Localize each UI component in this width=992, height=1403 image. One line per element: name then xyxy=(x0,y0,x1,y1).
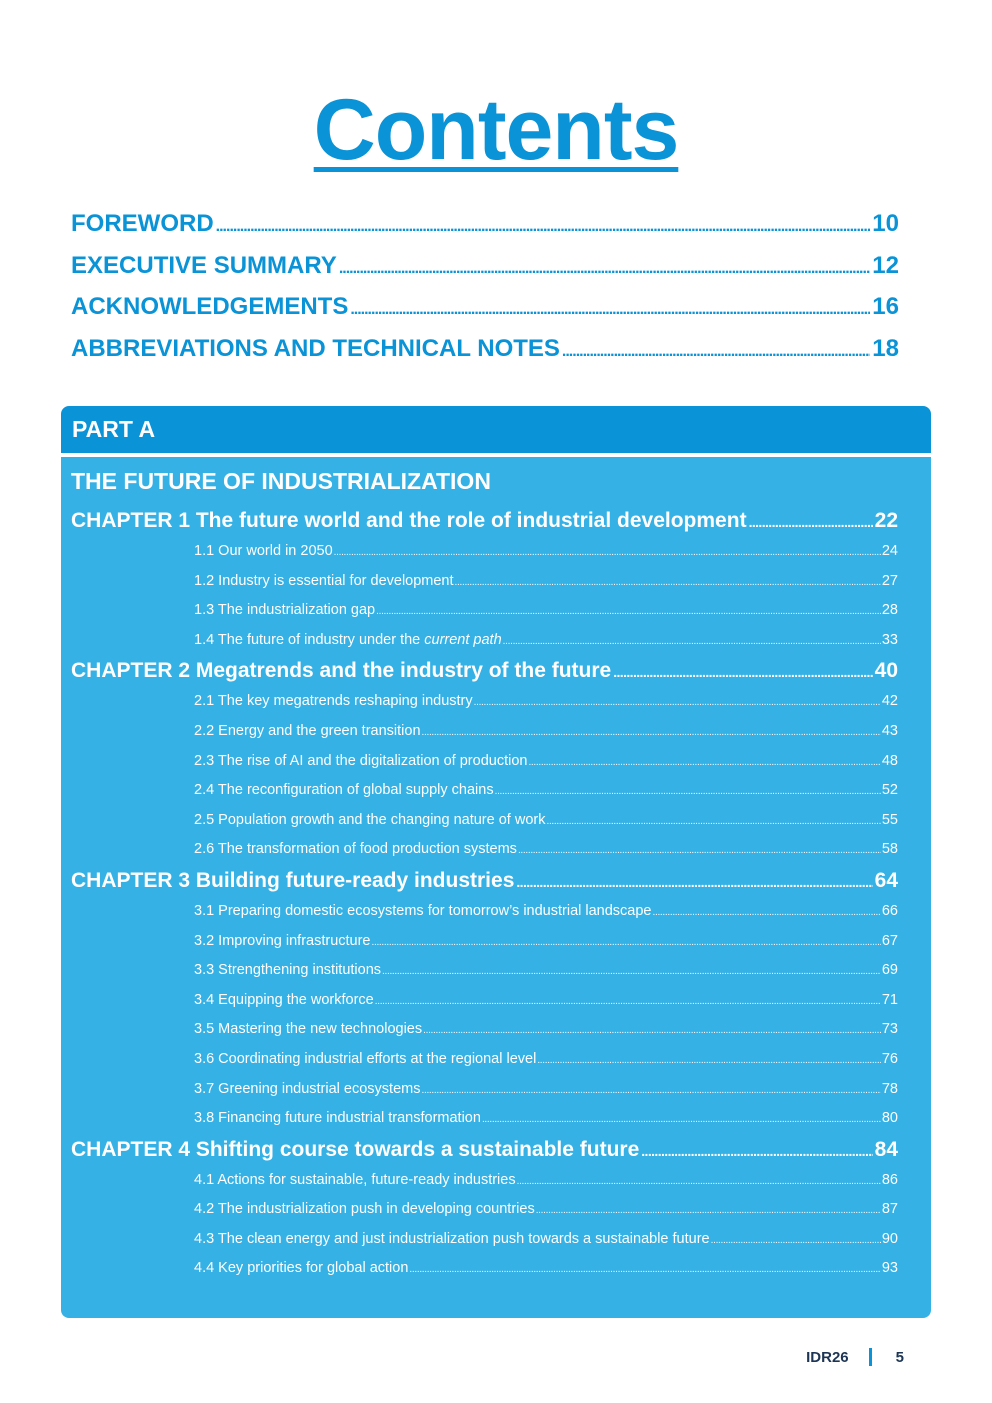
section-entry[interactable] xyxy=(194,1045,898,1075)
section-page: 86 xyxy=(881,1171,898,1188)
chapter-entry[interactable] xyxy=(71,655,898,687)
section-title: 3.4 Equipping the workforce xyxy=(194,991,374,1008)
dot-leader xyxy=(537,1046,881,1076)
toc-entry-page: 12 xyxy=(872,251,899,279)
section-page: 24 xyxy=(881,543,898,559)
section-title: 3.1 Preparing domestic ecosystems for tomorrow’s industrial landscape xyxy=(194,902,652,919)
section-entry[interactable] xyxy=(194,835,898,865)
dot-leader xyxy=(518,836,881,866)
section-entry[interactable] xyxy=(194,626,898,656)
section-entry[interactable] xyxy=(194,776,898,806)
dot-leader xyxy=(455,568,881,598)
section-title: 4.3 The clean energy and just industrialization push towards a sustainable future xyxy=(194,1230,710,1247)
section-title: 3.7 Greening industrial ecosystems xyxy=(194,1080,421,1097)
chapter-page: 64 xyxy=(874,868,898,892)
toc-entry-label: FOREWORD xyxy=(71,210,214,237)
toc-entry-executive-summary[interactable] xyxy=(71,252,899,294)
dot-leader xyxy=(421,1076,880,1106)
section-title: 4.2 The industrialization push in developing countries xyxy=(194,1201,535,1218)
section-title: 1.1 Our world in 2050 xyxy=(194,543,333,559)
dot-leader xyxy=(375,987,881,1017)
section-title: 1.3 The industrialization gap xyxy=(194,602,376,619)
section-page: 48 xyxy=(881,752,898,769)
section-entry[interactable] xyxy=(194,1015,898,1045)
chapter-title: CHAPTER 4 Shifting course towards a sustainable future xyxy=(71,1137,640,1161)
section-page: 27 xyxy=(881,572,898,589)
chapter-page: 22 xyxy=(874,509,898,532)
dot-leader xyxy=(516,866,872,898)
dot-leader xyxy=(376,597,881,627)
section-title: 2.1 The key megatrends reshaping industry xyxy=(194,693,473,710)
chapter-title: CHAPTER 3 Building future-ready industries xyxy=(71,868,515,892)
chapter-entry[interactable] xyxy=(71,1134,898,1166)
chapter-title: CHAPTER 1 The future world and the role of industrial development xyxy=(71,509,747,532)
section-title: 4.4 Key priorities for global action xyxy=(194,1260,409,1277)
dot-leader xyxy=(546,807,880,837)
section-entry[interactable] xyxy=(194,986,898,1016)
chapter-entry[interactable] xyxy=(71,865,898,897)
toc-entry-page: 18 xyxy=(872,334,899,362)
dot-leader xyxy=(409,1255,880,1285)
dot-leader xyxy=(495,777,881,807)
chapter-list xyxy=(71,505,898,1284)
chapter-page: 84 xyxy=(874,1137,898,1161)
section-title: 3.3 Strengthening institutions xyxy=(194,962,382,979)
section-entry[interactable] xyxy=(194,806,898,836)
toc-entry-foreword[interactable] xyxy=(71,210,899,252)
dot-leader xyxy=(372,928,881,958)
page-title: Contents xyxy=(313,82,679,178)
section-title-main: 1.4 The future of industry under the xyxy=(194,631,425,648)
section-page: 71 xyxy=(881,991,898,1008)
dot-leader xyxy=(482,1105,881,1135)
section-page: 76 xyxy=(881,1050,898,1067)
section-page: 58 xyxy=(881,841,898,858)
dot-leader xyxy=(653,898,881,928)
section-entry[interactable] xyxy=(194,1104,898,1134)
chapter-page: 40 xyxy=(874,659,898,683)
section-entry[interactable] xyxy=(194,687,898,717)
footer-divider xyxy=(869,1348,872,1366)
toc-entry-page: 10 xyxy=(872,210,899,237)
section-entry[interactable] xyxy=(194,596,898,626)
section-page: 73 xyxy=(881,1021,898,1038)
part-header: PART A xyxy=(61,406,931,453)
section-title: 3.5 Mastering the new technologies xyxy=(194,1021,423,1038)
section-page: 93 xyxy=(881,1260,898,1277)
toc-entry-page: 16 xyxy=(872,293,899,320)
section-page: 67 xyxy=(881,932,898,949)
section-page: 90 xyxy=(881,1230,898,1247)
dot-leader xyxy=(641,1135,872,1167)
section-entry[interactable] xyxy=(194,956,898,986)
report-code: IDR26 xyxy=(806,1348,849,1366)
section-page: 28 xyxy=(881,602,898,619)
section-title: 3.2 Improving infrastructure xyxy=(194,932,371,949)
section-page: 55 xyxy=(881,811,898,828)
section-entry[interactable] xyxy=(194,567,898,597)
dot-leader xyxy=(562,343,870,361)
chapter-entry[interactable] xyxy=(71,505,898,537)
section-title: 3.8 Financing future industrial transformation xyxy=(194,1110,481,1127)
section-page: 33 xyxy=(881,631,898,648)
section-page: 69 xyxy=(881,962,898,979)
section-entry[interactable] xyxy=(194,927,898,957)
section-title: 1.2 Industry is essential for development xyxy=(194,572,454,589)
section-title: 2.2 Energy and the green transition xyxy=(194,722,421,739)
section-entry[interactable] xyxy=(194,1225,898,1255)
section-title-italic: current path xyxy=(424,631,502,648)
section-page: 87 xyxy=(881,1201,898,1218)
dot-leader xyxy=(528,748,880,778)
front-matter-list xyxy=(71,210,899,376)
section-title: 2.4 The reconfiguration of global supply chains xyxy=(194,782,494,799)
section-title xyxy=(194,626,502,656)
section-page: 80 xyxy=(881,1110,898,1127)
toc-entry-label: ACKNOWLEDGEMENTS xyxy=(71,293,349,320)
dot-leader xyxy=(474,688,881,718)
section-page: 78 xyxy=(881,1080,898,1097)
section-entry[interactable] xyxy=(194,1254,898,1284)
section-page: 42 xyxy=(881,693,898,710)
section-entry[interactable] xyxy=(194,1166,898,1196)
section-entry[interactable] xyxy=(194,1195,898,1225)
section-page: 52 xyxy=(881,782,898,799)
page-footer xyxy=(806,1348,904,1366)
dot-leader xyxy=(216,218,871,236)
section-entry[interactable] xyxy=(194,747,898,777)
toc-entry-acknowledgements[interactable] xyxy=(71,293,899,335)
toc-entry-label: ABBREVIATIONS AND TECHNICAL NOTES xyxy=(71,334,560,362)
section-title: 2.6 The transformation of food production systems xyxy=(194,841,517,858)
section-entry[interactable] xyxy=(194,1075,898,1105)
section-entry[interactable] xyxy=(194,717,898,747)
section-title: 4.1 Actions for sustainable, future-ready industries xyxy=(194,1171,516,1188)
section-page: 66 xyxy=(881,902,898,919)
section-entry[interactable] xyxy=(194,537,898,567)
dot-leader xyxy=(517,1167,881,1197)
dot-leader xyxy=(749,506,873,538)
dot-leader xyxy=(536,1196,881,1226)
toc-entry-label: EXECUTIVE SUMMARY xyxy=(71,251,337,279)
chapter-title: CHAPTER 2 Megatrends and the industry of the future xyxy=(71,659,612,683)
section-page: 43 xyxy=(881,722,898,739)
dot-leader xyxy=(350,301,870,319)
dot-leader xyxy=(613,656,872,688)
dot-leader xyxy=(711,1226,881,1256)
dot-leader xyxy=(423,1016,881,1046)
section-entry[interactable] xyxy=(194,897,898,927)
dot-leader xyxy=(334,538,881,568)
section-title: 2.3 The rise of AI and the digitalization of production xyxy=(194,752,528,769)
dot-leader xyxy=(503,627,881,657)
part-subtitle: THE FUTURE OF INDUSTRIALIZATION xyxy=(71,468,491,494)
dot-leader xyxy=(422,718,881,748)
page-number: 5 xyxy=(895,1348,904,1366)
dot-leader xyxy=(339,260,870,278)
dot-leader xyxy=(382,957,881,987)
section-title: 2.5 Population growth and the changing nature of work xyxy=(194,811,546,828)
section-title: 3.6 Coordinating industrial efforts at the regional level xyxy=(194,1050,537,1067)
toc-entry-abbreviations[interactable] xyxy=(71,335,899,377)
